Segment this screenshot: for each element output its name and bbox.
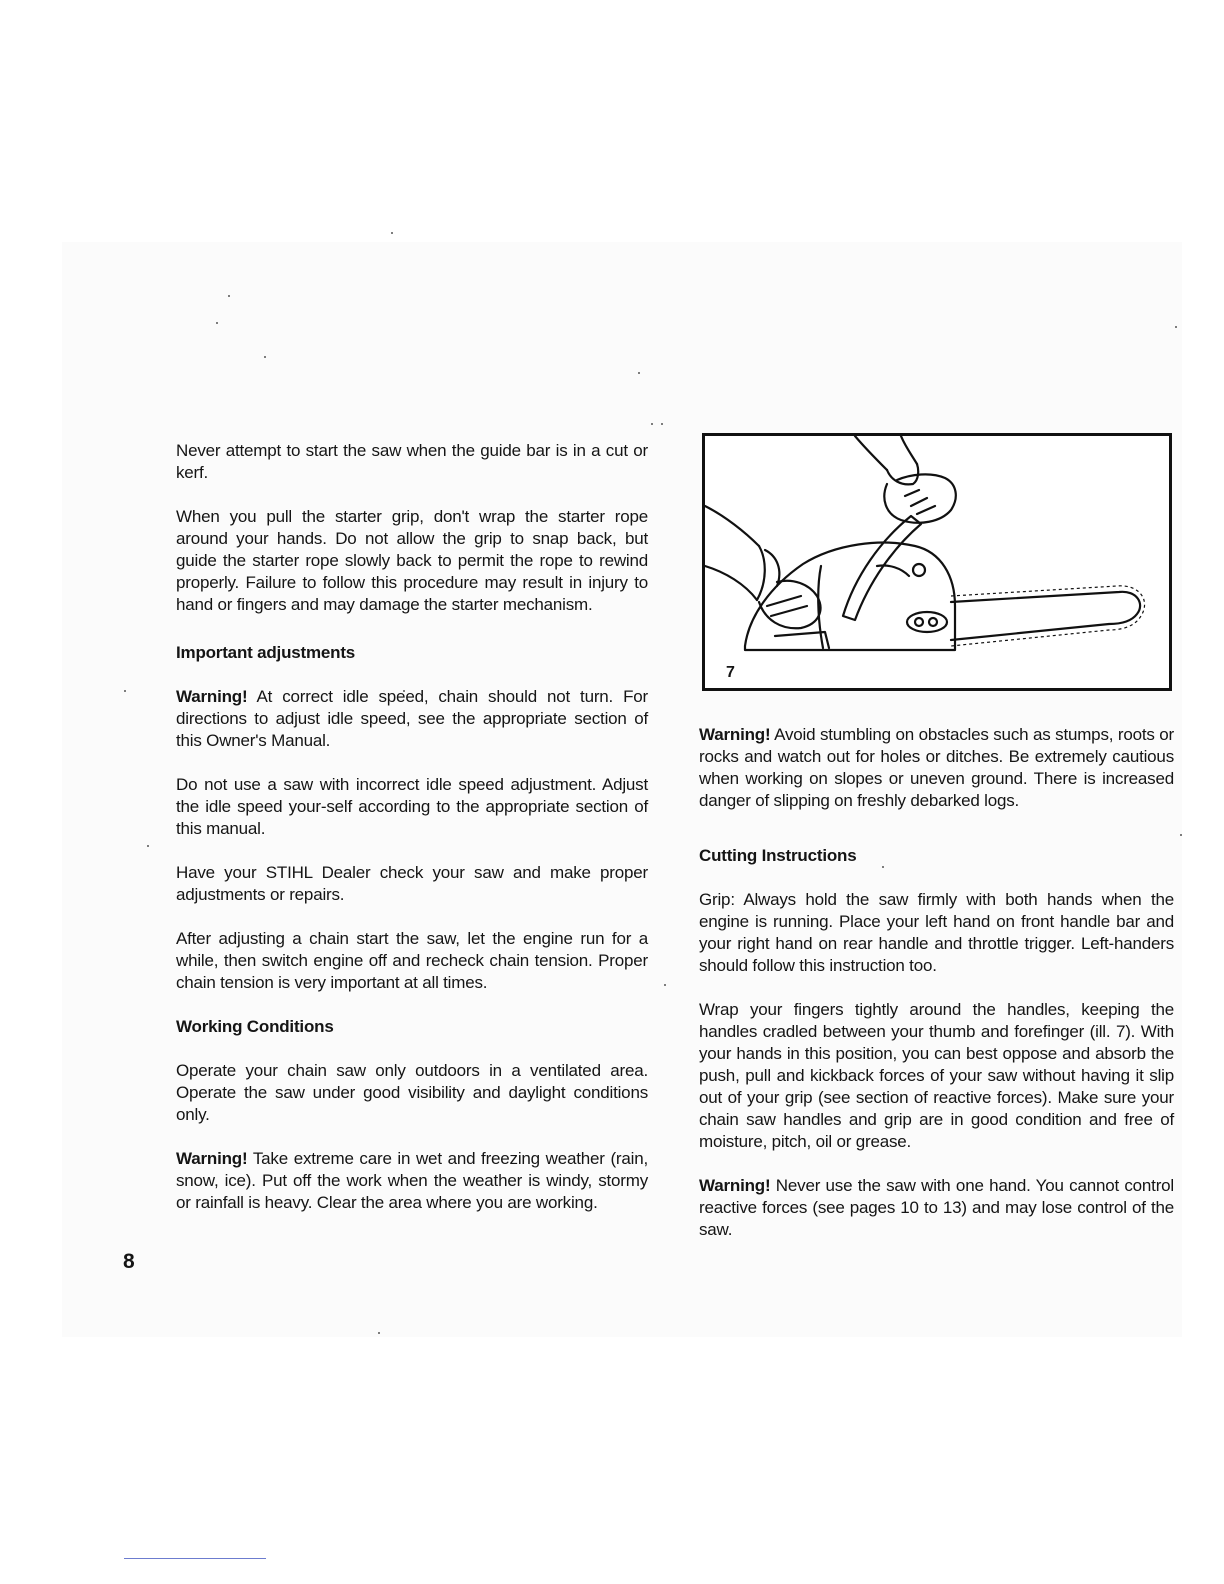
warning-text: Never use the saw with one hand. You cannot control reactive forces (see pages 10 to 13) and may lose control of the saw.: [699, 1176, 1174, 1239]
figure-number: 7: [726, 664, 735, 681]
scan-speck: [651, 423, 653, 425]
warning-label: Warning!: [176, 687, 248, 706]
warning-text: Take extreme care in wet and freezing weather (rain, snow, ice). Put off the work when the weather is windy, stormy or rainfall is heavy. Clear the area where you are working.: [176, 1149, 648, 1212]
scan-speck: [391, 232, 393, 234]
scan-speck: [1175, 326, 1177, 328]
heading-important-adjustments: Important adjustments: [176, 643, 356, 662]
paragraph-chain-tension: After adjusting a chain start the saw, let the engine run for a while, then switch engine off and recheck chain tension. Proper chain tension is very important at all times.: [176, 929, 648, 992]
paragraph-idle-adjustment: Do not use a saw with incorrect idle speed adjustment. Adjust the idle speed your-self according to the appropriate section of this manual.: [176, 775, 648, 838]
warning-idle-speed: [176, 686, 648, 752]
paragraph-wrap-fingers: Wrap your fingers tightly around the handles, keeping the handles cradled between your thumb and forefinger (ill. 7). With your hands in this position, you can best oppose and absorb the push, pull and kickback forces of your saw without having it slip out of your grip (see section of reactive forces). Make sure your chain saw handles and grip are in good condition and free of moisture, pitch, oil or grease.: [699, 1000, 1174, 1151]
page-number: 8: [123, 1250, 135, 1273]
heading-working-conditions: Working Conditions: [176, 1017, 334, 1036]
warning-text: At correct idle speed, chain should not turn. For directions to adjust idle speed, see the appropriate section of this Owner's Manual.: [176, 687, 648, 750]
paragraph-ventilated-area: Operate your chain saw only outdoors in a ventilated area. Operate the saw under good visibility and daylight conditions only.: [176, 1061, 648, 1124]
scan-speck: [638, 372, 640, 374]
scan-speck: [147, 845, 149, 847]
scan-speck: [264, 356, 266, 358]
heading-cutting-instructions: Cutting Instructions: [699, 846, 857, 865]
right-column: [699, 724, 1174, 1263]
footer-rule: [124, 1558, 266, 1559]
warning-text: Avoid stumbling on obstacles such as stumps, roots or rocks and watch out for holes or ditches. Be extremely cautious when working on slopes or uneven ground. There is increased danger of slipping on freshly debarked logs.: [699, 725, 1174, 810]
warning-label: Warning!: [699, 725, 771, 744]
scan-speck: [664, 984, 666, 986]
warning-weather: [176, 1148, 648, 1214]
paragraph-grip: Grip: Always hold the saw firmly with both hands when the engine is running. Place your left hand on front handle bar and your right hand on rear handle and throttle trigger. Left-handers should follow this instruction too.: [699, 890, 1174, 975]
left-column: [176, 440, 648, 1236]
scan-speck: [378, 1332, 380, 1334]
paragraph-guide-bar: Never attempt to start the saw when the guide bar is in a cut or kerf.: [176, 441, 648, 482]
figure-7-chainsaw-grip: [702, 433, 1172, 691]
paragraph-stihl-dealer: Have your STIHL Dealer check your saw and make proper adjustments or repairs.: [176, 863, 648, 904]
scan-speck: [124, 690, 126, 692]
warning-label: Warning!: [176, 1149, 248, 1168]
warning-one-hand: [699, 1175, 1174, 1241]
scan-speck: [661, 423, 663, 425]
chainsaw-illustration-icon: [705, 436, 1172, 691]
warning-stumbling: [699, 724, 1174, 812]
scan-speck: [1180, 834, 1182, 836]
warning-label: Warning!: [699, 1176, 771, 1195]
paragraph-starter-grip: When you pull the starter grip, don't wrap the starter rope around your hands. Do not allow the grip to snap back, but guide the starter rope slowly back to permit the rope to rewind properly. Failure to follow this procedure may result in injury to hand or fingers and may damage the starter mechanism.: [176, 507, 648, 614]
scan-speck: [228, 295, 230, 297]
scan-speck: [216, 322, 218, 324]
